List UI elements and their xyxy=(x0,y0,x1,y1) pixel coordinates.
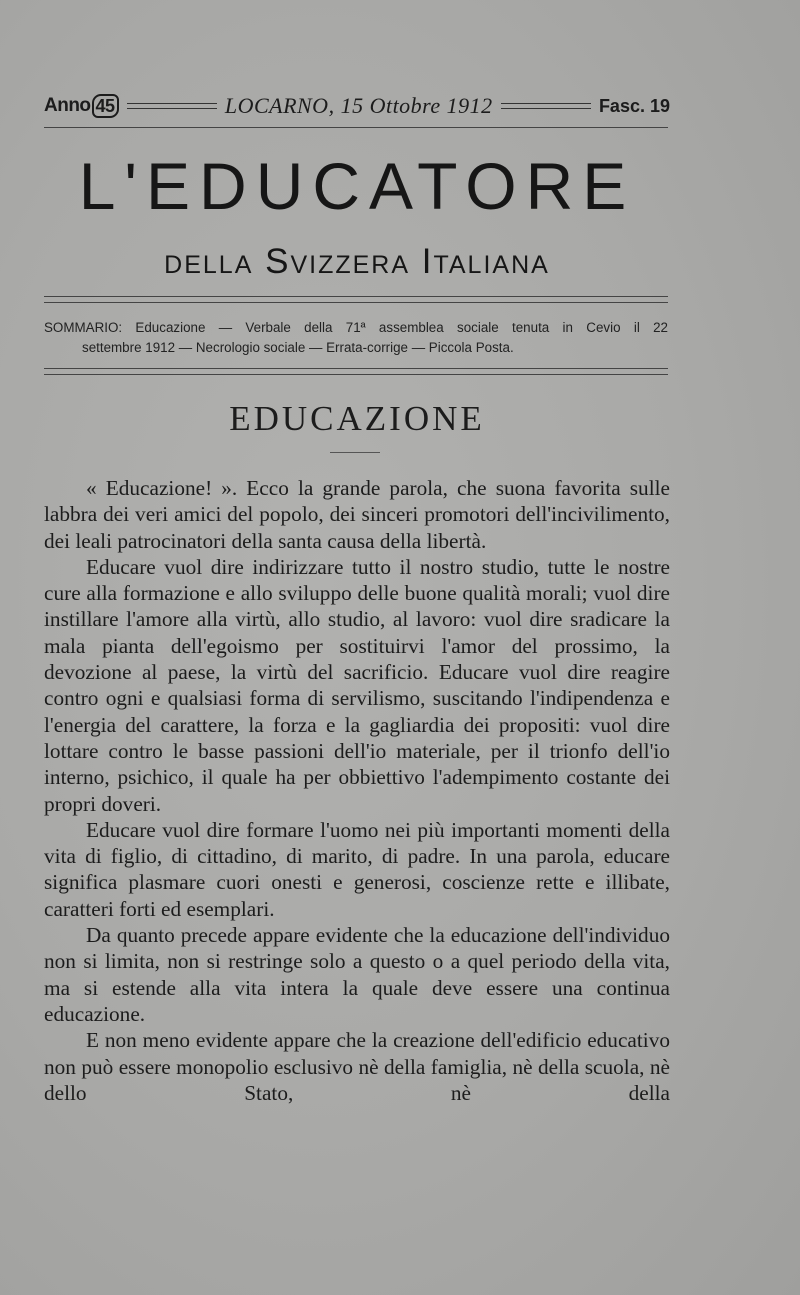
article-body xyxy=(44,475,670,1106)
summary xyxy=(44,318,668,358)
header-rule-right xyxy=(501,103,591,109)
header-rule-left xyxy=(127,103,217,109)
paragraph-1: « Educazione! ». Ecco la grande parola, che suona favorita sulle labbra dei veri amici del popolo, dei sinceri promotori dell'incivilimento, dei leali patrocinatori della santa causa della libertà. xyxy=(44,476,670,553)
paragraph-2: Educare vuol dire indirizzare tutto il nostro studio, tutte le nostre cure alla formazione e allo sviluppo delle buone qualità morali; vuol dire instillare l'amore alla virtù, allo studio, al lavoro: vuol dire sradicare la mala pianta dell'egoismo per sostituirvi l'amor del prossimo, la devozione al paese, la virtù del sacrificio. Educare vuol dire reagire contro ogni e qualsiasi forma di servilismo, suscitando l'indipendenza e l'energia del carattere, la forza e la gagliardia dei propositi: vuol dire lottare contro le basse passioni dell'io materiale, per il trionfo dell'io interno, psichico, il quale ha per obbiettivo l'adempimento costante dei propri doveri. xyxy=(44,554,670,816)
masthead-title: L'EDUCATORE xyxy=(78,149,636,223)
paragraph-3: Educare vuol dire formare l'uomo nei più importanti momenti della vita di figlio, di cittadino, di marito, di padre. In una parola, educare significa plasmare cuori onesti e generosi, coscienze rette e illibate, caratteri forti ed esemplari. xyxy=(44,817,670,921)
summary-rule-top xyxy=(44,296,668,303)
dateline: LOCARNO, 15 Ottobre 1912 xyxy=(224,93,493,118)
title-underline xyxy=(330,452,380,453)
article-title: EDUCAZIONE xyxy=(229,399,485,438)
header-divider xyxy=(44,127,668,128)
anno-label: Anno xyxy=(44,95,91,116)
summary-line-1: SOMMARIO: Educazione — Verbale della 71ª assemblea sociale tenuta in Cevio il 22 xyxy=(44,320,668,335)
summary-line-2: settembre 1912 — Necrologio sociale — Errata-corrige — Piccola Posta. xyxy=(82,340,514,355)
issue-header xyxy=(44,88,670,124)
summary-rule-bottom xyxy=(44,368,668,375)
anno-number: 45 xyxy=(92,94,119,118)
fascicolo: Fasc. 19 xyxy=(598,95,670,116)
paragraph-5: E non meno evidente appare che la creazione dell'edificio educativo non può essere monopolio esclusivo nè della famiglia, nè della scuola, nè dello Stato, nè della xyxy=(44,1028,670,1105)
paragraph-4: Da quanto precede appare evidente che la educazione dell'individuo non si limita, non si restringe solo a questo o a quel periodo della vita, ma si estende alla vita intera la quale deve essere una continua educazione. xyxy=(44,923,670,1026)
masthead-subtitle: della Svizzera Italiana xyxy=(164,242,550,281)
